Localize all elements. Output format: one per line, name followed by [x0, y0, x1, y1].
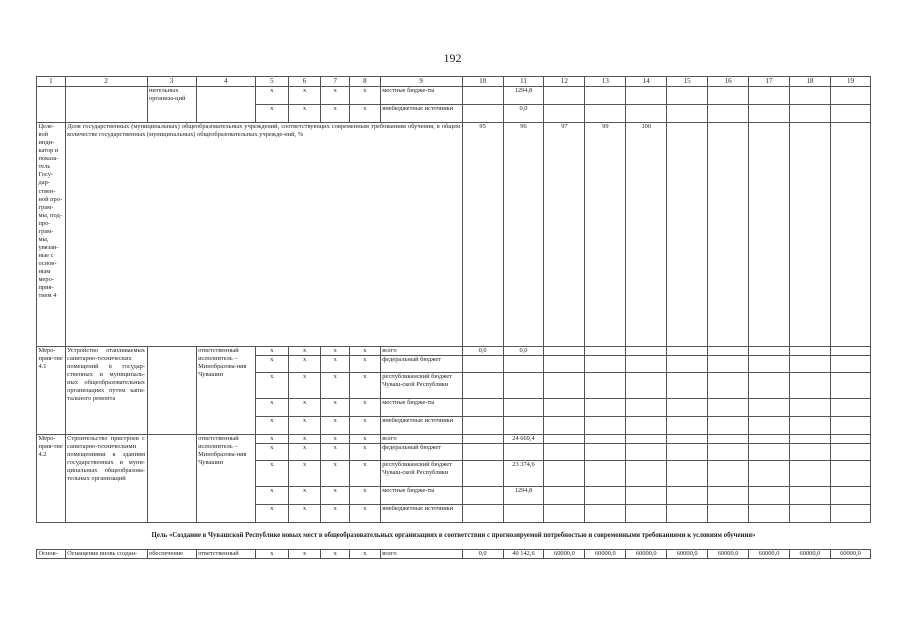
value-cell: 0,0 — [503, 105, 544, 123]
marker-cell: х — [350, 505, 381, 523]
table-cell — [830, 487, 870, 505]
table-cell — [749, 347, 790, 356]
table-cell — [789, 123, 830, 347]
table-cell — [626, 487, 667, 505]
table-cell — [544, 417, 585, 435]
value-cell: 60000,0 — [789, 550, 830, 559]
value-cell: 1294,8 — [503, 87, 544, 105]
table-cell — [749, 487, 790, 505]
table-cell — [708, 123, 749, 347]
value-cell — [503, 444, 544, 461]
header-cell: 18 — [789, 77, 830, 87]
header-cell: 1 — [37, 77, 66, 87]
marker-cell: х — [255, 417, 288, 435]
header-cell: 10 — [462, 77, 503, 87]
marker-cell: х — [288, 105, 321, 123]
value-cell — [503, 417, 544, 435]
marker-cell: х — [255, 435, 288, 444]
header-cell: 17 — [749, 77, 790, 87]
table-cell — [667, 373, 708, 399]
table-cell — [708, 105, 749, 123]
value-cell — [503, 399, 544, 417]
table-cell — [749, 417, 790, 435]
marker-cell: х — [255, 444, 288, 461]
goal-cell: обеспечение — [147, 550, 196, 559]
value-cell: 0,0 — [503, 347, 544, 356]
marker-cell: х — [321, 105, 350, 123]
marker-cell: х — [350, 105, 381, 123]
table-cell — [585, 87, 626, 105]
table-cell — [749, 123, 790, 347]
table-cell — [667, 435, 708, 444]
marker-cell: х — [321, 550, 350, 559]
table-cell — [544, 461, 585, 487]
marker-cell: х — [350, 461, 381, 487]
table-cell — [544, 356, 585, 373]
org-cell: нительных организа-ций — [147, 87, 196, 123]
indicator-value: 100 — [626, 123, 667, 347]
table-cell — [830, 417, 870, 435]
marker-cell: х — [288, 444, 321, 461]
table-cell — [626, 417, 667, 435]
header-row — [37, 77, 871, 87]
table-cell — [626, 373, 667, 399]
table-cell — [626, 105, 667, 123]
table-row — [37, 347, 871, 356]
table-cell — [626, 505, 667, 523]
table-cell — [544, 105, 585, 123]
marker-cell: х — [350, 444, 381, 461]
page-number: 192 — [443, 51, 462, 65]
table-cell — [789, 87, 830, 105]
table-cell — [37, 87, 66, 123]
table-cell — [667, 461, 708, 487]
funding-source: местные бюдже-ты — [380, 487, 462, 505]
executor-cell: ответственный — [196, 550, 255, 559]
table-cell — [626, 444, 667, 461]
marker-cell: х — [288, 505, 321, 523]
marker-cell: х — [321, 373, 350, 399]
table-cell — [147, 435, 196, 523]
table-cell — [585, 444, 626, 461]
value-cell — [462, 417, 503, 435]
table-cell — [789, 356, 830, 373]
table-cell — [708, 461, 749, 487]
executor-cell: ответственный исполнитель – Минобразова-ния Чувашии — [196, 435, 255, 523]
table-cell — [667, 505, 708, 523]
marker-cell: х — [350, 347, 381, 356]
table-cell — [749, 356, 790, 373]
measure-label: Основ- — [37, 550, 66, 559]
marker-cell: х — [288, 356, 321, 373]
measure-label: Меро-прия-тие 4.2 — [37, 435, 66, 523]
value-cell: 60000,0 — [544, 550, 585, 559]
table-cell — [585, 487, 626, 505]
table-cell — [789, 461, 830, 487]
table-cell — [708, 399, 749, 417]
table-cell — [667, 347, 708, 356]
table-cell — [196, 87, 255, 123]
marker-cell: х — [255, 356, 288, 373]
indicator-value: 97 — [544, 123, 585, 347]
table-cell — [585, 435, 626, 444]
table-cell — [667, 356, 708, 373]
marker-cell: х — [321, 505, 350, 523]
funding-source: всего — [380, 550, 462, 559]
marker-cell: х — [321, 347, 350, 356]
funding-source: всего — [380, 435, 462, 444]
table-cell — [147, 347, 196, 435]
table-cell — [585, 356, 626, 373]
table-cell — [749, 87, 790, 105]
marker-cell: х — [350, 356, 381, 373]
value-cell — [503, 356, 544, 373]
measure-name: Строительство пристроев с санитарно-техническими помещениями к зданиям государственных и муни-ципальных общеобразова-тельных организаций — [65, 435, 147, 523]
marker-cell: х — [321, 487, 350, 505]
funding-source: республиканский бюджет Чуваш-ской Республики — [380, 373, 462, 399]
header-cell: 14 — [626, 77, 667, 87]
table-cell — [789, 399, 830, 417]
table-cell — [830, 347, 870, 356]
value-cell — [503, 373, 544, 399]
value-cell — [462, 435, 503, 444]
value-cell: 60000,0 — [708, 550, 749, 559]
table-cell — [830, 356, 870, 373]
table-cell — [626, 356, 667, 373]
table-cell — [667, 487, 708, 505]
table-cell — [544, 399, 585, 417]
indicator-value: 99 — [585, 123, 626, 347]
value-cell: 60000,0 — [830, 550, 870, 559]
table-cell — [749, 373, 790, 399]
marker-cell: х — [321, 399, 350, 417]
value-cell — [462, 399, 503, 417]
table-cell — [789, 105, 830, 123]
value-cell: 40 142,6 — [503, 550, 544, 559]
value-cell — [462, 373, 503, 399]
table-cell — [626, 399, 667, 417]
table-cell — [749, 105, 790, 123]
table-cell — [830, 399, 870, 417]
marker-cell: х — [321, 356, 350, 373]
table-cell — [789, 444, 830, 461]
funding-source: всего — [380, 347, 462, 356]
header-cell: 2 — [65, 77, 147, 87]
marker-cell: х — [255, 105, 288, 123]
table-row — [37, 435, 871, 444]
table-cell — [749, 461, 790, 487]
marker-cell: х — [350, 373, 381, 399]
table-cell — [708, 435, 749, 444]
table-cell — [544, 87, 585, 105]
indicator-value: 95 — [462, 123, 503, 347]
table-cell — [667, 417, 708, 435]
table-cell — [708, 505, 749, 523]
marker-cell: х — [288, 347, 321, 356]
table-cell — [830, 444, 870, 461]
table-cell — [749, 399, 790, 417]
funding-source: местные бюдже-ты — [380, 87, 462, 105]
measure-name: Оснащение вновь создан- — [65, 550, 147, 559]
value-cell — [462, 356, 503, 373]
table-cell — [789, 505, 830, 523]
funding-source: местные бюдже-ты — [380, 399, 462, 417]
marker-cell: х — [350, 435, 381, 444]
table-cell — [830, 461, 870, 487]
value-cell — [462, 444, 503, 461]
table-cell — [585, 461, 626, 487]
table-cell — [544, 347, 585, 356]
table-cell — [789, 373, 830, 399]
table-cell — [626, 461, 667, 487]
value-cell: 0,0 — [462, 347, 503, 356]
table-cell — [544, 444, 585, 461]
header-cell: 5 — [255, 77, 288, 87]
header-cell: 7 — [321, 77, 350, 87]
table-cell — [626, 87, 667, 105]
header-cell: 12 — [544, 77, 585, 87]
table-row — [37, 550, 871, 559]
marker-cell: х — [288, 399, 321, 417]
funding-source: республиканский бюджет Чуваш-ской Республики — [380, 461, 462, 487]
table-cell — [462, 105, 503, 123]
header-cell: 9 — [380, 77, 462, 87]
goal-row — [37, 523, 871, 550]
table-cell — [708, 487, 749, 505]
table-cell — [830, 505, 870, 523]
indicator-text: Доля государственных (муниципальных) общеобразовательных учреждений, соответствующих современным требованиям обучения, в общем количестве государственных (муниципальных) общеобразовательных учрежде-ний, % — [65, 123, 462, 347]
measure-name: Устройство отапливаемых санитарно-технических помещений в государ-ственных и муниципаль-ных общеобразовательных организациях путем капи-тального ремонта — [65, 347, 147, 435]
table-cell — [830, 373, 870, 399]
marker-cell: х — [288, 487, 321, 505]
header-cell: 16 — [708, 77, 749, 87]
table-cell — [585, 373, 626, 399]
table-cell — [789, 435, 830, 444]
table-cell — [789, 417, 830, 435]
value-cell — [462, 505, 503, 523]
funding-source: внебюджетные источники — [380, 105, 462, 123]
marker-cell: х — [321, 444, 350, 461]
marker-cell: х — [255, 87, 288, 105]
value-cell — [462, 461, 503, 487]
table-cell — [585, 105, 626, 123]
marker-cell: х — [255, 347, 288, 356]
marker-cell: х — [288, 87, 321, 105]
funding-source: внебюджетные источники — [380, 505, 462, 523]
header-cell: 8 — [350, 77, 381, 87]
table-cell — [544, 505, 585, 523]
marker-cell: х — [255, 461, 288, 487]
program-table — [36, 76, 871, 559]
table-cell — [789, 487, 830, 505]
table-cell — [626, 435, 667, 444]
table-cell — [749, 435, 790, 444]
table-cell — [708, 444, 749, 461]
executor-cell: ответственный исполнитель – Минобразова-ния Чувашии — [196, 347, 255, 435]
table-row — [37, 87, 871, 105]
marker-cell: х — [255, 505, 288, 523]
marker-cell: х — [350, 487, 381, 505]
header-cell: 13 — [585, 77, 626, 87]
marker-cell: х — [350, 417, 381, 435]
header-cell: 6 — [288, 77, 321, 87]
measure-label: Меро-прия-тие 4.1 — [37, 347, 66, 435]
value-cell: 60000,0 — [749, 550, 790, 559]
marker-cell: х — [321, 435, 350, 444]
table-cell — [667, 123, 708, 347]
table-cell — [667, 87, 708, 105]
indicator-value: 96 — [503, 123, 544, 347]
marker-cell: х — [288, 373, 321, 399]
table-cell — [708, 87, 749, 105]
marker-cell: х — [255, 487, 288, 505]
funding-source: внебюджетные источники — [380, 417, 462, 435]
table-cell — [667, 444, 708, 461]
marker-cell: х — [255, 373, 288, 399]
value-cell: 23 374,6 — [503, 461, 544, 487]
value-cell: 1294,8 — [503, 487, 544, 505]
value-cell — [462, 487, 503, 505]
goal-heading: Цель «Создание в Чувашской Республике новых мест в общеобразовательных организациях в соответствии с прогнозируемой потребностью и современными требованиями к условиям обучения» — [37, 523, 871, 550]
marker-cell: х — [350, 550, 381, 559]
table-cell — [626, 347, 667, 356]
indicator-row — [37, 123, 871, 347]
header-cell: 4 — [196, 77, 255, 87]
value-cell: 60000,0 — [585, 550, 626, 559]
table-cell — [667, 105, 708, 123]
table-cell — [544, 487, 585, 505]
marker-cell: х — [255, 399, 288, 417]
table-cell — [585, 399, 626, 417]
marker-cell: х — [255, 550, 288, 559]
table-cell — [830, 435, 870, 444]
table-cell — [667, 399, 708, 417]
marker-cell: х — [321, 87, 350, 105]
table-cell — [65, 87, 147, 123]
table-cell — [585, 347, 626, 356]
table-cell — [830, 123, 870, 347]
table-cell — [749, 505, 790, 523]
header-cell: 15 — [667, 77, 708, 87]
value-cell: 60000,0 — [626, 550, 667, 559]
header-cell: 11 — [503, 77, 544, 87]
marker-cell: х — [288, 550, 321, 559]
indicator-label: Целе-вой инди-катор и показа-тель Госу-дар-ствен-ной про-грам-мы, под-про-грам-мы, увязан-ные с основ-ным меро-прия-тием 4 — [37, 123, 66, 347]
marker-cell: х — [321, 461, 350, 487]
header-cell: 3 — [147, 77, 196, 87]
table-cell — [462, 87, 503, 105]
table-cell — [708, 347, 749, 356]
value-cell — [503, 505, 544, 523]
table-cell — [830, 105, 870, 123]
table-cell — [789, 347, 830, 356]
marker-cell: х — [321, 417, 350, 435]
marker-cell: х — [288, 461, 321, 487]
table-cell — [749, 444, 790, 461]
marker-cell: х — [350, 399, 381, 417]
table-cell — [708, 356, 749, 373]
table-cell — [544, 373, 585, 399]
marker-cell: х — [288, 417, 321, 435]
table-cell — [544, 435, 585, 444]
table-cell — [585, 417, 626, 435]
header-cell: 19 — [830, 77, 870, 87]
table-cell — [830, 87, 870, 105]
value-cell: 60000,0 — [667, 550, 708, 559]
table-cell — [585, 505, 626, 523]
marker-cell: х — [350, 87, 381, 105]
table-cell — [708, 417, 749, 435]
table-cell — [708, 373, 749, 399]
value-cell: 24 669,4 — [503, 435, 544, 444]
funding-source: федеральный бюджет — [380, 356, 462, 373]
value-cell: 0,0 — [462, 550, 503, 559]
funding-source: федеральный бюджет — [380, 444, 462, 461]
marker-cell: х — [288, 435, 321, 444]
